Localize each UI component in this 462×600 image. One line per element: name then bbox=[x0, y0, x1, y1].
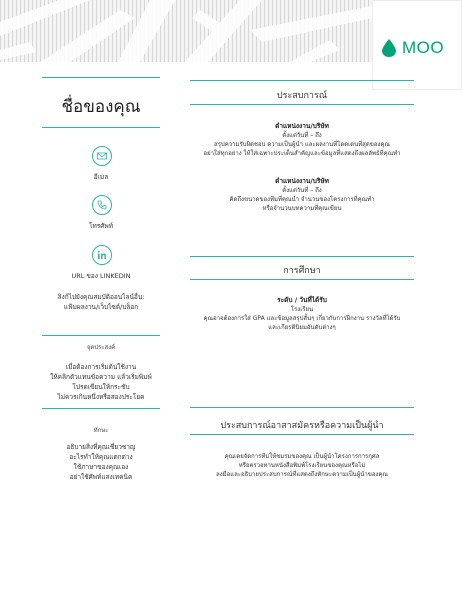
skills-text: อธิบายสิ่งที่คุณเชี่ยวชาญ อะไรทำให้คุณแตกต่าง ใช้ภาษาของคุณเอง อย่าใช้ศัพท์แสงเทคนิค bbox=[66, 443, 136, 481]
volunteer-title: ประสบการณ์อาสาสมัครหรือความเป็นผู้นำ bbox=[220, 421, 384, 431]
experience-entry: ตำแหน่งงาน/บริษัท ตั้งแต่วันที่ – ถึง คิดถึงขนาดของทีมที่คุณนำ จำนวนของโครงการที่คุณทำ หรือจำนวนบทความที่คุณเขียน bbox=[229, 177, 375, 212]
experience-title: ประสบการณ์ bbox=[276, 91, 328, 101]
divider bbox=[190, 104, 414, 105]
links-text: ลิงก์ไปยังคุณสมบัติออนไลน์อื่น: แฟ้มผลงาน/เว็บไซต์/บล็อก bbox=[57, 293, 145, 311]
divider bbox=[190, 279, 414, 280]
linkedin-icon bbox=[92, 245, 112, 265]
phone-label: โทรศัพท์ bbox=[89, 222, 113, 230]
divider bbox=[42, 408, 160, 409]
objective-text: เมื่อต้องการเริ่มต้นใช้งาน ให้คลิกตัวแทนข้อความ แล้วเริ่มพิมพ์ โปรดเขียนให้กระชับ ไม่ควรเกินหนึ่งหรือสองประโยค bbox=[50, 363, 152, 401]
email-icon bbox=[92, 146, 112, 166]
volunteer-entry: คุณเคยจัดการทีมให้ชมรมของคุณ เป็นผู้นำโครงการการกุศล หรือตรวจทานหนังสือพิมพ์โรงเรียนของคุณหรือไม่ ลงมือและอธิบายประสบการณ์ที่แสดงถึงทักษะความเป็นผู้นำของคุณ bbox=[216, 453, 388, 478]
divider bbox=[190, 256, 414, 257]
skills-heading: ทักษะ bbox=[93, 427, 109, 434]
objective-heading: จุดประสงค์ bbox=[86, 344, 116, 351]
moo-logo bbox=[372, 0, 462, 90]
leaf-drop-icon bbox=[382, 39, 396, 57]
divider bbox=[190, 407, 414, 408]
logo-text: MOO bbox=[402, 38, 445, 57]
divider bbox=[190, 80, 414, 81]
experience-entry: ตำแหน่งงาน/บริษัท ตั้งแต่วันที่ – ถึง สรุปความรับผิดชอบ ความเป็นผู้นำ และผลงานที่โดดเด่นที่สุดของคุณ อย่าใส่ทุกอย่าง ให้ใส่เฉพาะประเด็นสำคัญและข้อมูลที่แสดงถึงผลลัพธ์ที่คุณทำ bbox=[203, 122, 401, 157]
divider bbox=[42, 77, 160, 78]
candidate-name: ชื่อของคุณ bbox=[61, 97, 141, 117]
education-title: การศึกษา bbox=[283, 266, 321, 276]
email-label: อีเมล bbox=[93, 173, 109, 181]
phone-icon bbox=[92, 195, 112, 215]
divider bbox=[42, 335, 160, 336]
divider bbox=[190, 434, 414, 435]
linkedin-label: URL ของ LINKEDIN bbox=[71, 272, 131, 280]
education-entry: ระดับ / วันที่ได้รับ โรงเรียน คุณอาจต้องการใส่ GPA และข้อมูลสรุปสั้นๆ เกี่ยวกับการฝึกงาน รางวัลที่ได้รับ และเกียรตินิยมอันดับต่างๆ bbox=[203, 296, 401, 331]
divider bbox=[42, 127, 160, 128]
header-pattern bbox=[0, 0, 372, 62]
